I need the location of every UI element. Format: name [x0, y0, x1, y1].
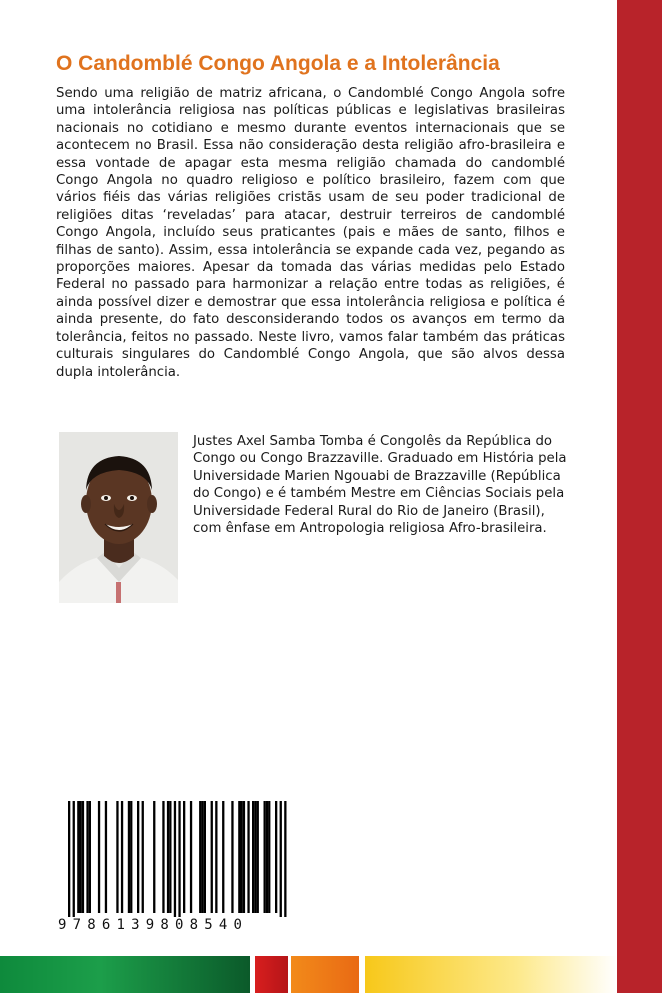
barcode-bar [82, 801, 84, 913]
barcode-bar [86, 801, 88, 913]
barcode-bar [238, 801, 240, 913]
author-photo [59, 432, 178, 603]
barcode-bar [142, 801, 144, 913]
barcode-bar [241, 801, 243, 913]
barcode-bar [257, 801, 259, 913]
author-portrait-illustration [59, 432, 178, 603]
barcode-bar [162, 801, 164, 913]
barcode-bar [98, 801, 100, 913]
stripe-orange [291, 956, 359, 993]
isbn-number: 9786139808540 [58, 917, 249, 933]
barcode-bar [211, 801, 213, 913]
barcode-bar [130, 801, 132, 913]
stripe-yellow [365, 956, 617, 993]
barcode-bar [199, 801, 201, 913]
barcode-bar [247, 801, 249, 913]
barcode-bar [128, 801, 130, 913]
barcode-bar [80, 801, 82, 913]
barcode-bar [174, 801, 176, 917]
barcode-bar [204, 801, 206, 913]
barcode-bar [231, 801, 233, 913]
barcode-bar [215, 801, 217, 913]
barcode-bar [89, 801, 91, 913]
barcode-bar [190, 801, 192, 913]
isbn-barcode [58, 795, 300, 940]
barcode-bar [121, 801, 123, 913]
barcode-bar [153, 801, 155, 913]
barcode-bar [201, 801, 203, 913]
barcode-bar [178, 801, 180, 917]
barcode-bar [183, 801, 185, 913]
spine-band [617, 0, 662, 993]
barcode-bar [105, 801, 107, 913]
barcode-bar [268, 801, 270, 913]
barcode-bar [137, 801, 139, 913]
barcode-bar [169, 801, 171, 913]
book-description: Sendo uma religião de matriz africana, o Candomblé Congo Angola sofre uma intolerância religiosa nas políticas públicas e legislativas brasileiras nacionais no cotidiano e mesmo durante eventos internacionais que se acontecem no Brasil. Essa não consideração desta religião afro-brasileira e essa vontade de apagar esta mesma religião chamada do candomblé Congo Angola no quadro religioso e político brasileiro, fazem com que vários fiéis das várias religiões cristãs usam de seu poder tradicional de religiões ditas ‘reveladas’ para atacar, destruir terreiros de candomblé Congo Angola, incluído seus praticantes (pais e mães de santo, filhos e filhas de santo). Assim, essa intolerância se expande cada vez, pegando as proporções maiores. Apesar da tomada das várias medidas pelo Estado Federal no passado para harmonizar a relação entre todas as religiões, é ainda possível dizer e demostrar que essa intolerância religiosa e política é ainda presente, do fato desconsiderando todos os avanços em termo da tolerância, feitos no passado. Neste livro, vamos falar também das práticas culturais singulares do Candomblé Congo Angola, que são alvos dessa dupla intolerância. [56, 86, 565, 380]
barcode-bar [243, 801, 245, 913]
barcode-bar [73, 801, 75, 917]
stripe-green [0, 956, 250, 993]
barcode-bar [68, 801, 70, 917]
book-title: O Candomblé Congo Angola e a Intolerância [56, 52, 500, 75]
barcode-bar [280, 801, 282, 917]
barcode-bar [252, 801, 254, 913]
barcode-bar [167, 801, 169, 913]
barcode-bar [254, 801, 256, 913]
barcode-bar [284, 801, 286, 917]
barcode-bar [264, 801, 266, 913]
barcode-bars [58, 795, 300, 917]
barcode-bar [77, 801, 79, 913]
barcode-bar [266, 801, 268, 913]
barcode-bar [275, 801, 277, 913]
barcode-bar [116, 801, 118, 913]
author-biography: Justes Axel Samba Tomba é Congolês da República do Congo ou Congo Brazzaville. Graduado em História pela Universidade Marien Ngouabi de Brazzaville (República do Congo) e é também Mestre em Ciências Sociais pela Universidade Federal Rural do Rio de Janeiro (Brasil), com ênfase em Antropologia religiosa Afro-brasileira. [193, 434, 567, 537]
barcode-bar [222, 801, 224, 913]
stripe-red [255, 956, 288, 993]
